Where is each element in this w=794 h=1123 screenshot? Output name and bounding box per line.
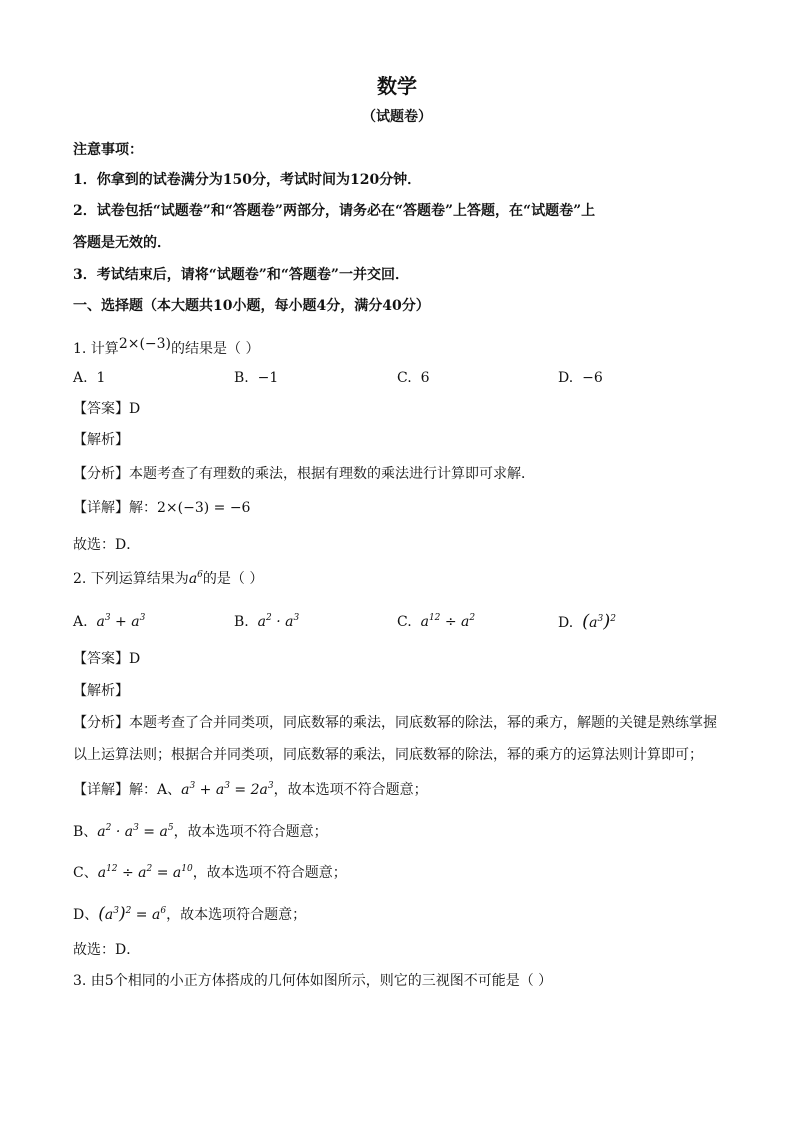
option-value: −6 — [582, 370, 603, 386]
q2-detail-a — [73, 780, 428, 800]
page-subtitle: （试题卷） — [362, 109, 432, 125]
notice-item-2-cont: 答题是无效的． — [73, 235, 171, 251]
q2-detail-b — [73, 822, 328, 842]
q2-analysis-tag: 【解析】 — [73, 683, 129, 699]
option-expr: $a^2 \cdot a^3$ — [257, 613, 300, 630]
detail-expr: 2×(−3) = −6 — [157, 500, 251, 516]
detail-expr: $a^3 + a^3 = 2a^3$ — [181, 781, 274, 798]
detail-expr: $a^2 \cdot a^3 = a^5$ — [97, 823, 174, 840]
detail-expr: $(a^3)^2 = a^6$ — [98, 904, 167, 924]
option-expr: $a^{12} \div a^2$ — [420, 613, 476, 630]
option-label: B. — [234, 614, 249, 630]
q2-answer: 【答案】D — [73, 651, 141, 667]
q2-analysis-line2: 以上运算法则；根据合并同类项，同底数幂的乘法，同底数幂的除法，幂的乘方的运算法则计算即可； — [73, 747, 703, 763]
question-2 — [73, 569, 263, 589]
detail-tail: ，故本选项不符合题意； — [273, 782, 428, 798]
q1-option-a — [73, 368, 105, 388]
option-value: 1 — [96, 370, 106, 386]
q2-option-a — [73, 612, 145, 632]
option-value: 6 — [420, 370, 430, 386]
q2-detail-c — [73, 863, 347, 883]
q1-analysis-tag: 【解析】 — [73, 432, 129, 448]
question-2-prefix: 2. 下列运算结果为 — [73, 571, 189, 587]
option-label: C. — [397, 370, 412, 386]
question-3: 3. 由5个相同的小正方体搭成的几何体如图所示，则它的三视图不可能是（ ） — [73, 973, 553, 989]
q2-option-c — [397, 612, 475, 632]
q1-conclusion: 故选：D． — [73, 537, 141, 553]
question-1 — [73, 336, 260, 359]
option-label: A. — [73, 370, 88, 386]
detail-prefix: 【详解】解： — [73, 500, 157, 516]
q1-option-d — [558, 368, 603, 388]
notice-heading: 注意事项： — [73, 142, 143, 158]
detail-prefix: C、 — [73, 865, 98, 881]
option-expr: $a^3 + a^3$ — [96, 613, 146, 630]
detail-tail: ，故本选项不符合题意； — [192, 865, 347, 881]
detail-tail: ，故本选项不符合题意； — [173, 824, 328, 840]
notice-item-2: 2．试卷包括“试题卷”和“答题卷”两部分，请务必在“答题卷”上答题，在“试题卷”上 — [73, 203, 596, 219]
option-expr: $(a^3)^2$ — [582, 611, 616, 632]
option-label: D. — [558, 370, 574, 386]
option-value: −1 — [257, 370, 279, 386]
detail-prefix: 【详解】解：A、 — [73, 782, 182, 798]
q2-analysis-line1: 【分析】本题考查了合并同类项，同底数幂的乘法，同底数幂的除法，幂的乘方，解题的关键是熟练掌握 — [73, 715, 717, 731]
page-title: 数学 — [377, 74, 417, 98]
q1-answer: 【答案】D — [73, 401, 141, 417]
q2-option-b — [234, 612, 299, 632]
notice-item-1: 1．你拿到的试卷满分为150分，考试时间为120分钟． — [73, 172, 422, 188]
math-a6: $a^6$ — [188, 570, 203, 587]
q1-option-c — [397, 368, 430, 388]
question-2-suffix: 的是（ ） — [202, 571, 264, 587]
question-1-prefix: 1. 计算 — [73, 341, 119, 357]
option-label: D. — [558, 615, 574, 631]
q1-option-b — [234, 368, 278, 388]
detail-prefix: D、 — [73, 907, 99, 923]
notice-item-3: 3．考试结束后，请将“试题卷”和“答题卷”一并交回． — [73, 267, 409, 283]
option-label: B. — [234, 370, 249, 386]
section-heading: 一、选择题（本大题共10小题，每小题4分，满分40分） — [73, 298, 430, 314]
q2-option-d — [558, 612, 616, 633]
q2-conclusion: 故选：D． — [73, 942, 141, 958]
option-label: A. — [73, 614, 88, 630]
question-1-suffix: 的结果是（ ） — [171, 341, 260, 357]
q1-analysis: 【分析】本题考查了有理数的乘法，根据有理数的乘法进行计算即可求解． — [73, 466, 535, 482]
q1-detail — [73, 498, 250, 518]
detail-expr: $a^{12} \div a^2 = a^{10}$ — [97, 864, 193, 881]
q2-detail-d — [73, 904, 306, 925]
detail-prefix: B、 — [73, 824, 98, 840]
detail-tail: ，故本选项符合题意； — [166, 907, 307, 923]
question-1-expr: 2×(−3) — [118, 336, 172, 352]
option-label: C. — [397, 614, 412, 630]
